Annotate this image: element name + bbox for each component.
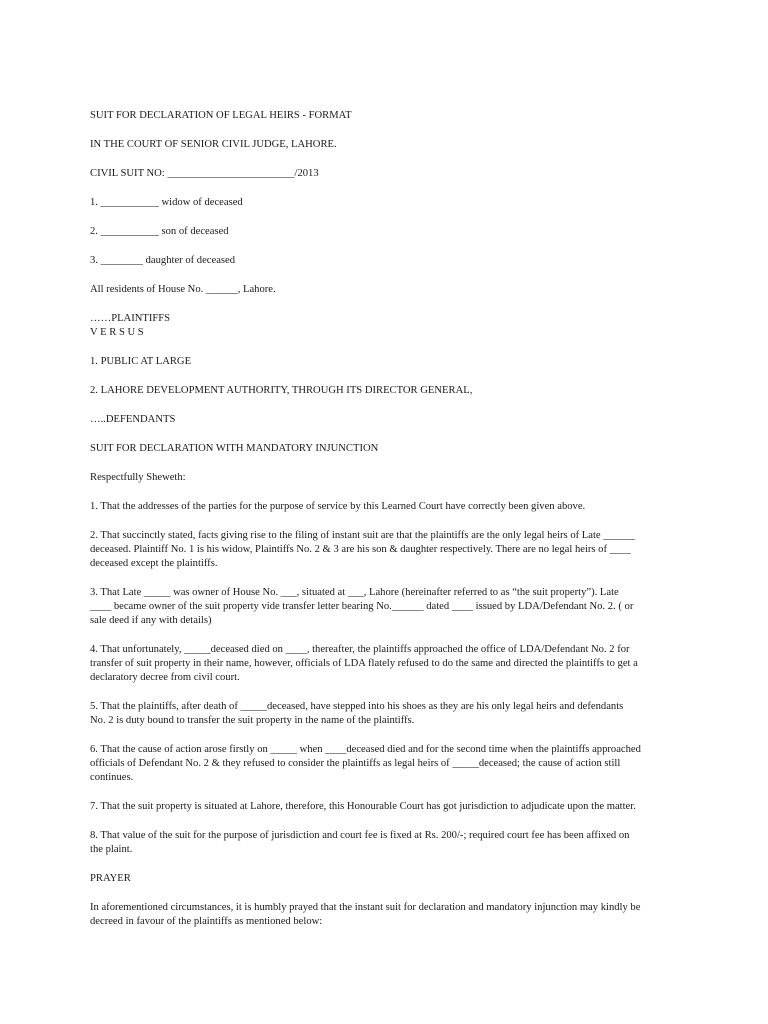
paragraph-line: sale deed if any with details) bbox=[90, 615, 212, 626]
paragraph-4 bbox=[90, 643, 680, 685]
defendants-label: …..DEFENDANTS bbox=[90, 414, 176, 425]
paragraph-6 bbox=[90, 743, 680, 785]
paragraph-line: 6. That the cause of action arose firstly on _____ when ____deceased died and for the second time when the plaintiffs approached bbox=[90, 744, 641, 755]
civil-suit-number: CIVIL SUIT NO: ________________________/2013 bbox=[90, 168, 319, 179]
paragraph-line: 7. That the suit property is situated at Lahore, therefore, this Honourable Court has got jurisdiction to adjudicate upon the matter. bbox=[90, 801, 636, 812]
paragraph-line: deceased. Plaintiff No. 1 is his widow, Plaintiffs No. 2 & 3 are his son & daughter respectively. There are no legal heirs of ____ bbox=[90, 544, 631, 555]
paragraph-1 bbox=[90, 500, 680, 514]
paragraph-line: officials of Defendant No. 2 & they refused to consider the plaintiffs as legal heirs of _____deceased; the cause of action still bbox=[90, 758, 621, 769]
paragraph-line: 8. That value of the suit for the purpose of jurisdiction and court fee is fixed at Rs. 200/-; required court fee has been affixed on bbox=[90, 830, 630, 841]
plaintiff-2: 2. ___________ son of deceased bbox=[90, 226, 229, 237]
paragraph-2 bbox=[90, 529, 680, 571]
plaintiffs-label: ……PLAINTIFFS bbox=[90, 313, 171, 324]
plaintiff-3: 3. ________ daughter of deceased bbox=[90, 255, 236, 266]
versus-label: V E R S U S bbox=[90, 327, 144, 338]
plaintiff-1: 1. ___________ widow of deceased bbox=[90, 197, 243, 208]
defendant-1: 1. PUBLIC AT LARGE bbox=[90, 356, 192, 367]
document-title: SUIT FOR DECLARATION OF LEGAL HEIRS - FORMAT bbox=[90, 110, 352, 121]
paragraph-line: 2. That succinctly stated, facts giving rise to the filing of instant suit are that the plaintiffs are the only legal heirs of Late ______ bbox=[90, 530, 636, 541]
paragraph-line: 1. That the addresses of the parties for the purpose of service by this Learned Court have correctly been given above. bbox=[90, 501, 586, 512]
prayer-heading: PRAYER bbox=[90, 873, 131, 884]
paragraph-line: declaratory decree from civil court. bbox=[90, 672, 240, 683]
paragraph-line: transfer of suit property in their name, however, officials of LDA flately refused to do the same and directed the plaintiffs to get a bbox=[90, 658, 638, 669]
paragraph-line: 5. That the plaintiffs, after death of _____deceased, have stepped into his shoes as they are his only legal heirs and defendants bbox=[90, 701, 624, 712]
paragraph-5 bbox=[90, 700, 680, 728]
paragraph-line: continues. bbox=[90, 772, 134, 783]
paragraph-line: 3. That Late _____ was owner of House No. ___, situated at ___, Lahore (hereinafter referred to as “the suit property”). Late bbox=[90, 587, 619, 598]
paragraph-3 bbox=[90, 586, 680, 628]
suit-heading: SUIT FOR DECLARATION WITH MANDATORY INJUNCTION bbox=[90, 443, 379, 454]
defendant-2: 2. LAHORE DEVELOPMENT AUTHORITY, THROUGH ITS DIRECTOR GENERAL, bbox=[90, 385, 473, 396]
prayer-text bbox=[90, 901, 680, 929]
prayer-line: In aforementioned circumstances, it is humbly prayed that the instant suit for declaration and mandatory injunction may kindly be bbox=[90, 902, 641, 913]
residence-line: All residents of House No. ______, Lahore. bbox=[90, 284, 276, 295]
paragraph-line: 4. That unfortunately, _____deceased died on ____, thereafter, the plaintiffs approached the office of LDA/Defendant No. 2 for bbox=[90, 644, 630, 655]
paragraph-line: deceased except the plaintiffs. bbox=[90, 558, 218, 569]
paragraph-8 bbox=[90, 829, 680, 857]
paragraph-line: No. 2 is duty bound to transfer the suit property in the name of the plaintiffs. bbox=[90, 715, 415, 726]
paragraph-7 bbox=[90, 800, 680, 814]
prayer-line: decreed in favour of the plaintiffs as mentioned below: bbox=[90, 916, 323, 927]
paragraph-line: the plaint. bbox=[90, 844, 133, 855]
document-page bbox=[90, 109, 680, 944]
court-name: IN THE COURT OF SENIOR CIVIL JUDGE, LAHORE. bbox=[90, 139, 337, 150]
paragraph-line: ____ became owner of the suit property vide transfer letter bearing No.______ dated ____ issued by LDA/Defendant No. 2. ( or bbox=[90, 601, 634, 612]
salutation: Respectfully Sheweth: bbox=[90, 472, 186, 483]
